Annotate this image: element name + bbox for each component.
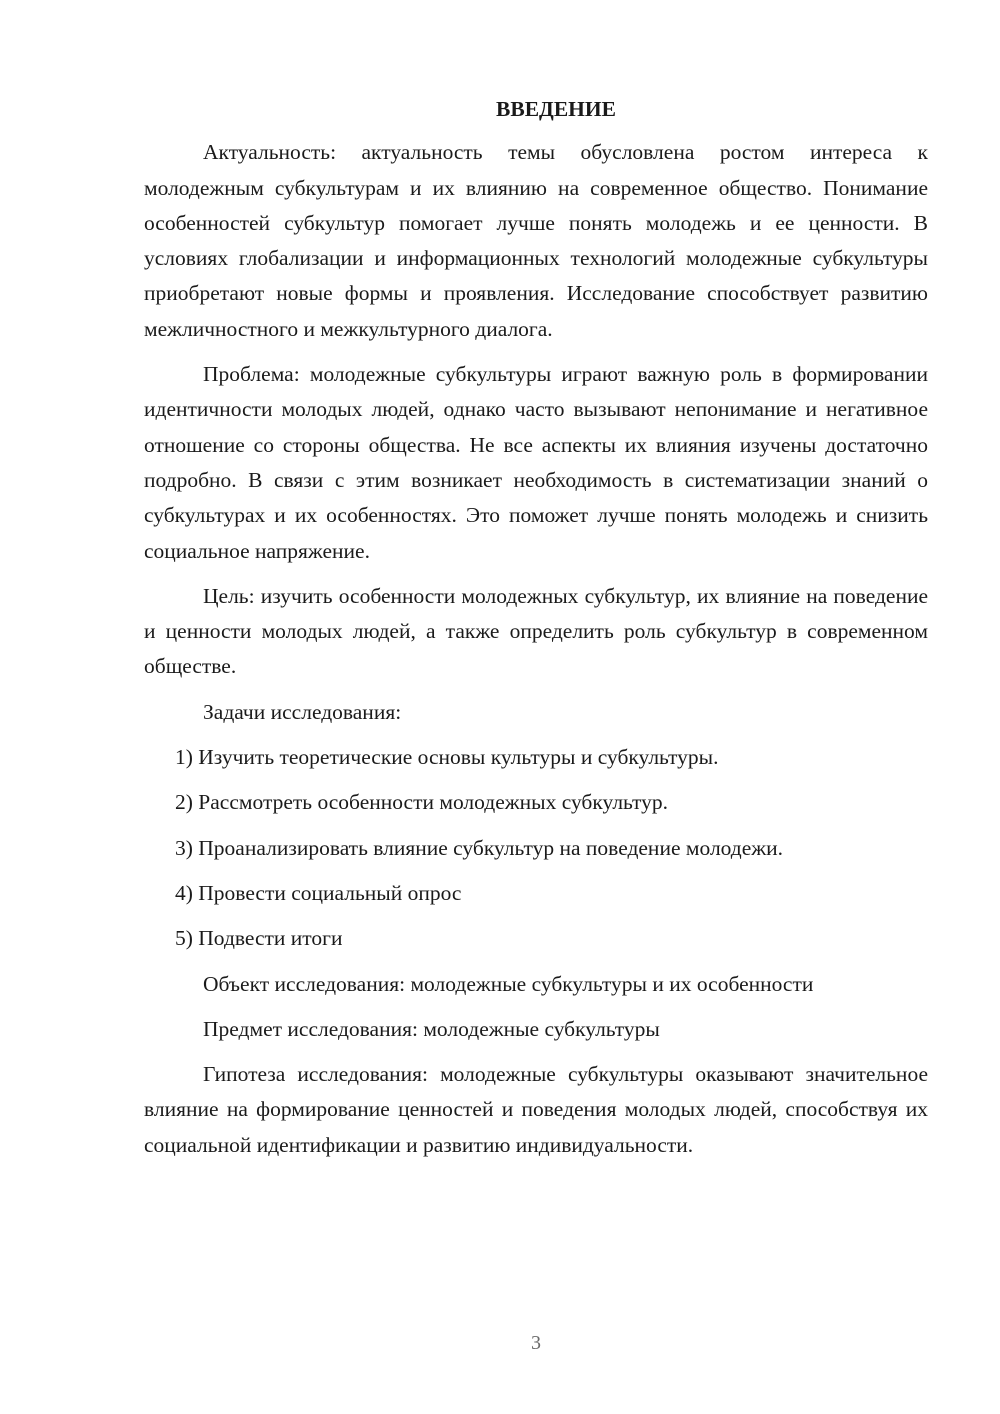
subject-paragraph: Предмет исследования: молодежные субкультуры xyxy=(203,1016,660,1041)
object-paragraph: Объект исследования: молодежные субкультуры и их особенности xyxy=(203,971,814,996)
list-item: 5) Подвести итоги xyxy=(175,926,343,951)
page-number: 3 xyxy=(531,1332,541,1354)
tasks-list xyxy=(144,740,928,956)
relevance-paragraph: Актуальность: актуальность темы обусловлена ростом интереса к молодежным субкультурам и их влиянию на современное общество. Понимание особенностей субкультур помогает лучше понять молодежь и ее ценности. В условиях глобализации и информационных технологий молодежные субкультуры приобретают новые формы и проявления. Исследование способствует развитию межличностного и межкультурного диалога. xyxy=(144,140,928,341)
list-item: 3) Проанализировать влияние субкультур на поведение молодежи. xyxy=(175,835,784,860)
list-item: 1) Изучить теоретические основы культуры и субкультуры. xyxy=(175,745,719,770)
goal-paragraph: Цель: изучить особенности молодежных субкультур, их влияние на поведение и ценности молодых людей, а также определить роль субкультур в современном обществе. xyxy=(144,583,928,679)
tasks-heading: Задачи исследования: xyxy=(203,699,402,724)
page-title: ВВЕДЕНИЕ xyxy=(496,97,616,121)
hypothesis-paragraph: Гипотеза исследования: молодежные субкультуры оказывают значительное влияние на формирование ценностей и поведения молодых людей, способствуя их социальной идентификации и развитию индивидуальности. xyxy=(144,1062,928,1157)
list-item: 2) Рассмотреть особенности молодежных субкультур. xyxy=(175,790,669,815)
problem-paragraph: Проблема: молодежные субкультуры играют важную роль в формировании идентичности молодых людей, однако часто вызывают непонимание и негативное отношение со стороны общества. Не все аспекты их влияния изучены достаточно подробно. В связи с этим возникает необходимость в систематизации знаний о субкультурах и их особенностях. Это поможет лучше понять молодежь и снизить социальное напряжение. xyxy=(144,362,928,563)
list-item: 4) Провести социальный опрос xyxy=(175,880,462,905)
document-page xyxy=(144,92,928,1173)
